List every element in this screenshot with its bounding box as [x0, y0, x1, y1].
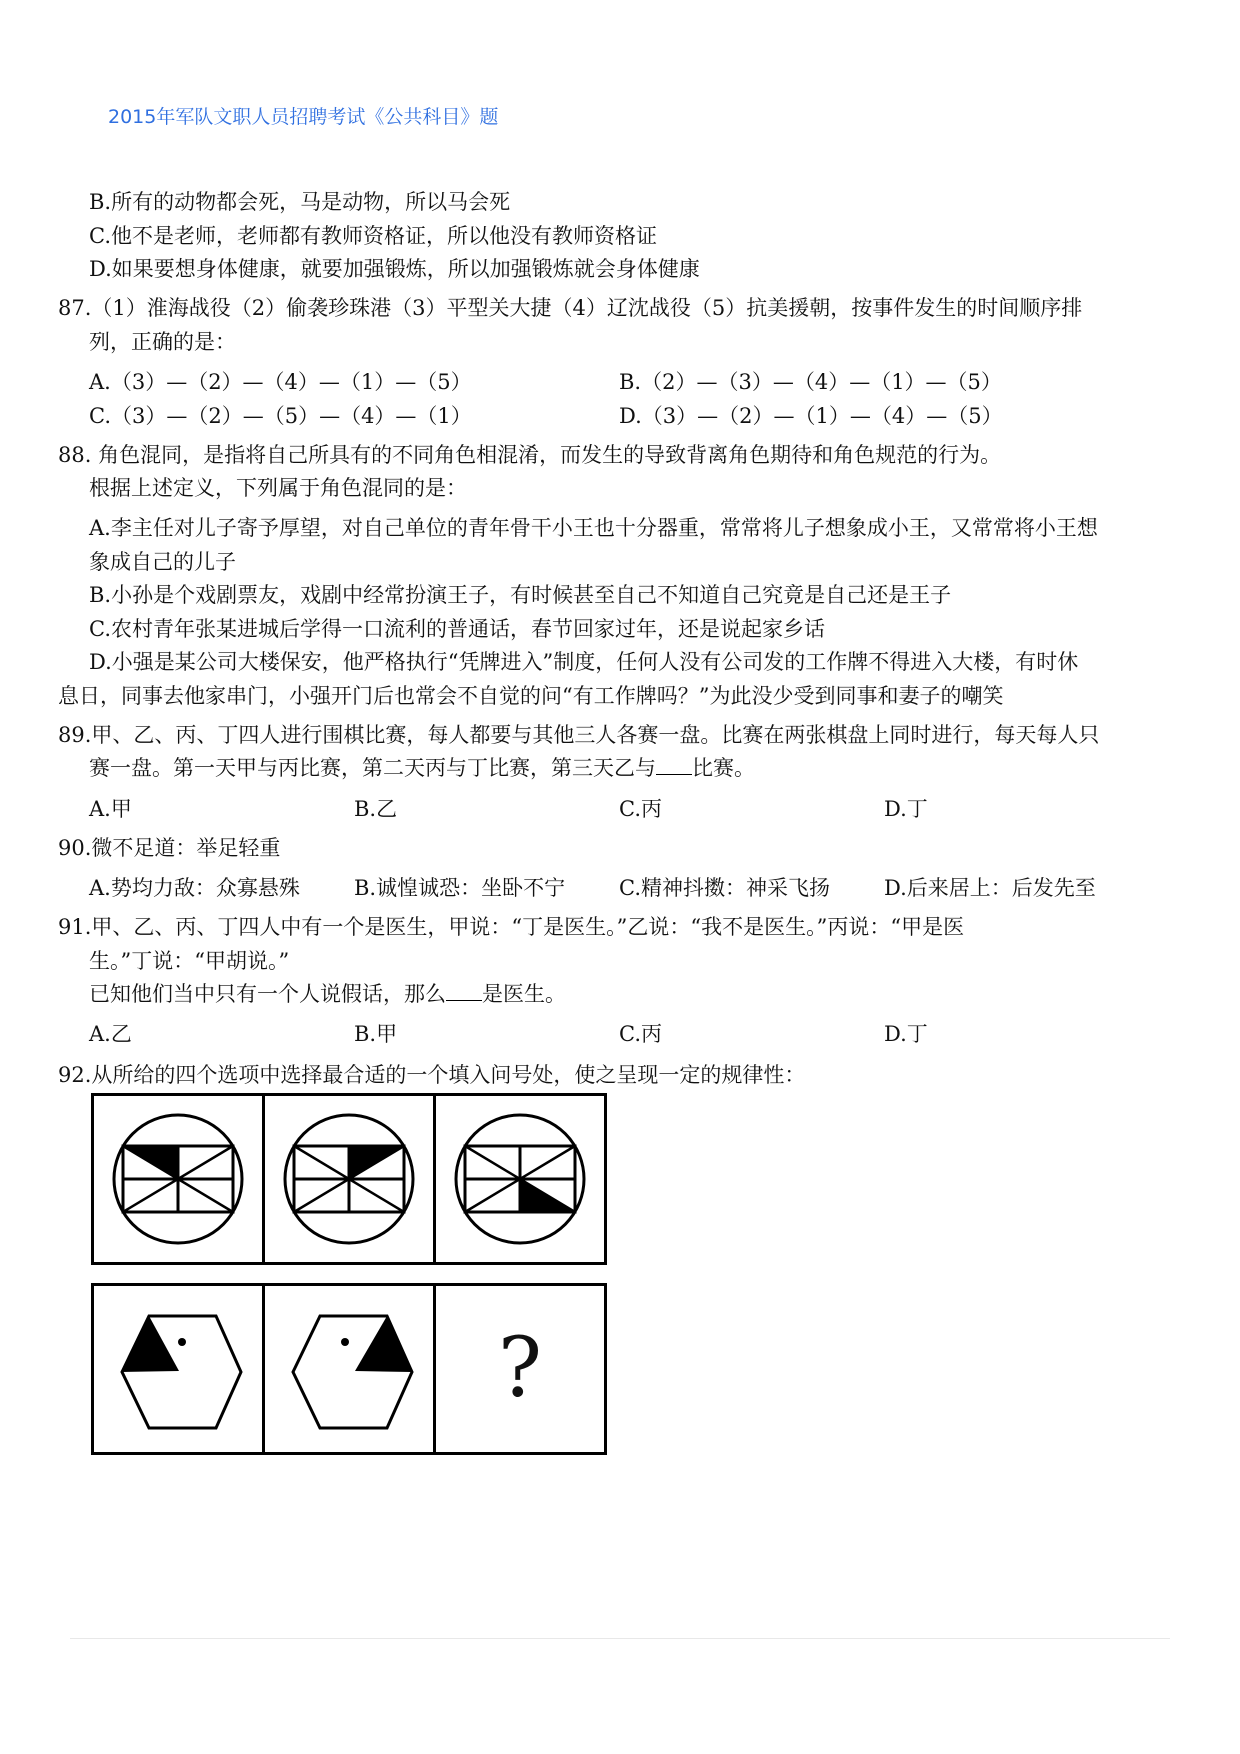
q90-number: 90. — [58, 836, 92, 860]
q89-option-a: A.甲 — [89, 797, 132, 821]
q89-option-b: B.乙 — [354, 797, 398, 821]
q88-option-b: B.小孙是个戏剧票友，戏剧中经常扮演王子，有时候甚至自己不知道自己究竟是自己还是王子 — [89, 583, 952, 607]
figure-circle-1 — [94, 1096, 265, 1262]
q91-number: 91. — [58, 915, 92, 939]
q88-option-a: A.李主任对儿子寄予厚望，对自己单位的青年骨干小王也十分器重，常常将儿子想象成小王，又常常将小王想 — [89, 516, 1098, 540]
q90-stem-text: 微不足道：举足轻重 — [91, 836, 281, 860]
q88-stem — [58, 442, 1001, 468]
q92-number: 92. — [58, 1063, 92, 1087]
q91-stem-text-a: 已知他们当中只有一个人说假话，那么 — [89, 982, 446, 1006]
q90-option-d: D.后来居上：后发先至 — [884, 876, 1096, 900]
q86-option-d: D.如果要想身体健康，就要加强锻炼，所以加强锻炼就会身体健康 — [89, 257, 700, 281]
q89-stem-cont — [89, 755, 755, 781]
q92-stem-text: 从所给的四个选项中选择最合适的一个填入问号处，使之呈现一定的规律性： — [91, 1063, 806, 1087]
q88-number: 88. — [58, 443, 92, 467]
q91-option-d: D.丁 — [884, 1022, 928, 1046]
q88-option-d-cont: 息日，同事去他家串门，小强开门后也常会不自觉的问“有工作牌吗？”为此没少受到同事和妻子的嘲笑 — [58, 684, 1004, 708]
page-header-title: 2015年军队文职人员招聘考试《公共科目》题 — [108, 106, 499, 128]
footer-divider — [70, 1638, 1170, 1639]
q89-stem — [58, 722, 1099, 748]
q89-stem-text-a: 赛一盘。第一天甲与丙比赛，第二天丙与丁比赛，第三天乙与 — [89, 756, 656, 780]
q87-stem-text: （1）淮海战役（2）偷袭珍珠港（3）平型关大捷（4）辽沈战役（5）抗美援朝，按事件发生的时间顺序排 — [91, 296, 1083, 320]
q91-stem-cont2 — [89, 981, 566, 1007]
q89-number: 89. — [58, 723, 92, 747]
q92-stem — [58, 1062, 805, 1088]
figure-row-circles — [91, 1093, 607, 1265]
figure-unknown — [436, 1286, 604, 1452]
figure-row-hexagons — [91, 1283, 607, 1455]
answer-blank — [656, 756, 692, 775]
q87-option-b: B.（2）—（3）—（4）—（1）—（5） — [619, 370, 1002, 394]
q88-option-a-cont: 象成自己的儿子 — [89, 550, 236, 574]
figure-circle-2 — [265, 1096, 436, 1262]
q87-number: 87. — [58, 296, 92, 320]
q91-stem — [58, 914, 964, 940]
q86-option-c: C.他不是老师，老师都有教师资格证，所以他没有教师资格证 — [89, 224, 657, 248]
q91-option-c: C.丙 — [619, 1022, 662, 1046]
q87-stem-cont: 列，正确的是： — [89, 330, 236, 354]
q88-stem-text: 角色混同，是指将自己所具有的不同角色相混淆，而发生的导致背离角色期待和角色规范的行为。 — [98, 443, 1002, 467]
q90-option-b: B.诚惶诚恐：坐卧不宁 — [354, 876, 566, 900]
q87-option-a: A.（3）—（2）—（4）—（1）—（5） — [89, 370, 472, 394]
q88-stem-cont: 根据上述定义，下列属于角色混同的是： — [89, 476, 467, 500]
q91-option-b: B.甲 — [354, 1022, 398, 1046]
q87-stem — [58, 295, 1082, 321]
q89-option-c: C.丙 — [619, 797, 662, 821]
q91-option-a: A.乙 — [89, 1022, 132, 1046]
q90-option-c: C.精神抖擞：神采飞扬 — [619, 876, 830, 900]
q87-option-c: C.（3）—（2）—（5）—（4）—（1） — [89, 404, 472, 428]
q88-option-d: D.小强是某公司大楼保安，他严格执行“凭牌进入”制度，任何人没有公司发的工作牌不得进入大楼，有时休 — [89, 650, 1079, 674]
q91-stem-text: 甲、乙、丙、丁四人中有一个是医生，甲说：“丁是医生。”乙说：“我不是医生。”丙说：“甲是医 — [91, 915, 965, 939]
q90-stem — [58, 835, 280, 861]
q91-stem-text-b: 是医生。 — [482, 982, 566, 1006]
q89-stem-text-b: 比赛。 — [692, 756, 755, 780]
q89-stem-text: 甲、乙、丙、丁四人进行围棋比赛，每人都要与其他三人各赛一盘。比赛在两张棋盘上同时进行，每天每人只 — [91, 723, 1100, 747]
figure-hexagon-1 — [94, 1286, 265, 1452]
figure-hexagon-2 — [265, 1286, 436, 1452]
q88-option-c: C.农村青年张某进城后学得一口流利的普通话，春节回家过年，还是说起家乡话 — [89, 617, 825, 641]
q89-option-d: D.丁 — [884, 797, 928, 821]
q90-option-a: A.势均力敌：众寡悬殊 — [89, 876, 300, 900]
answer-blank — [446, 982, 482, 1001]
figure-circle-3 — [436, 1096, 604, 1262]
q87-option-d: D.（3）—（2）—（1）—（4）—（5） — [619, 404, 1003, 428]
q91-stem-cont: 生。”丁说：“甲胡说。” — [89, 949, 290, 973]
q86-option-b: B.所有的动物都会死，马是动物，所以马会死 — [89, 190, 511, 214]
question-mark: ? — [498, 1321, 542, 1416]
